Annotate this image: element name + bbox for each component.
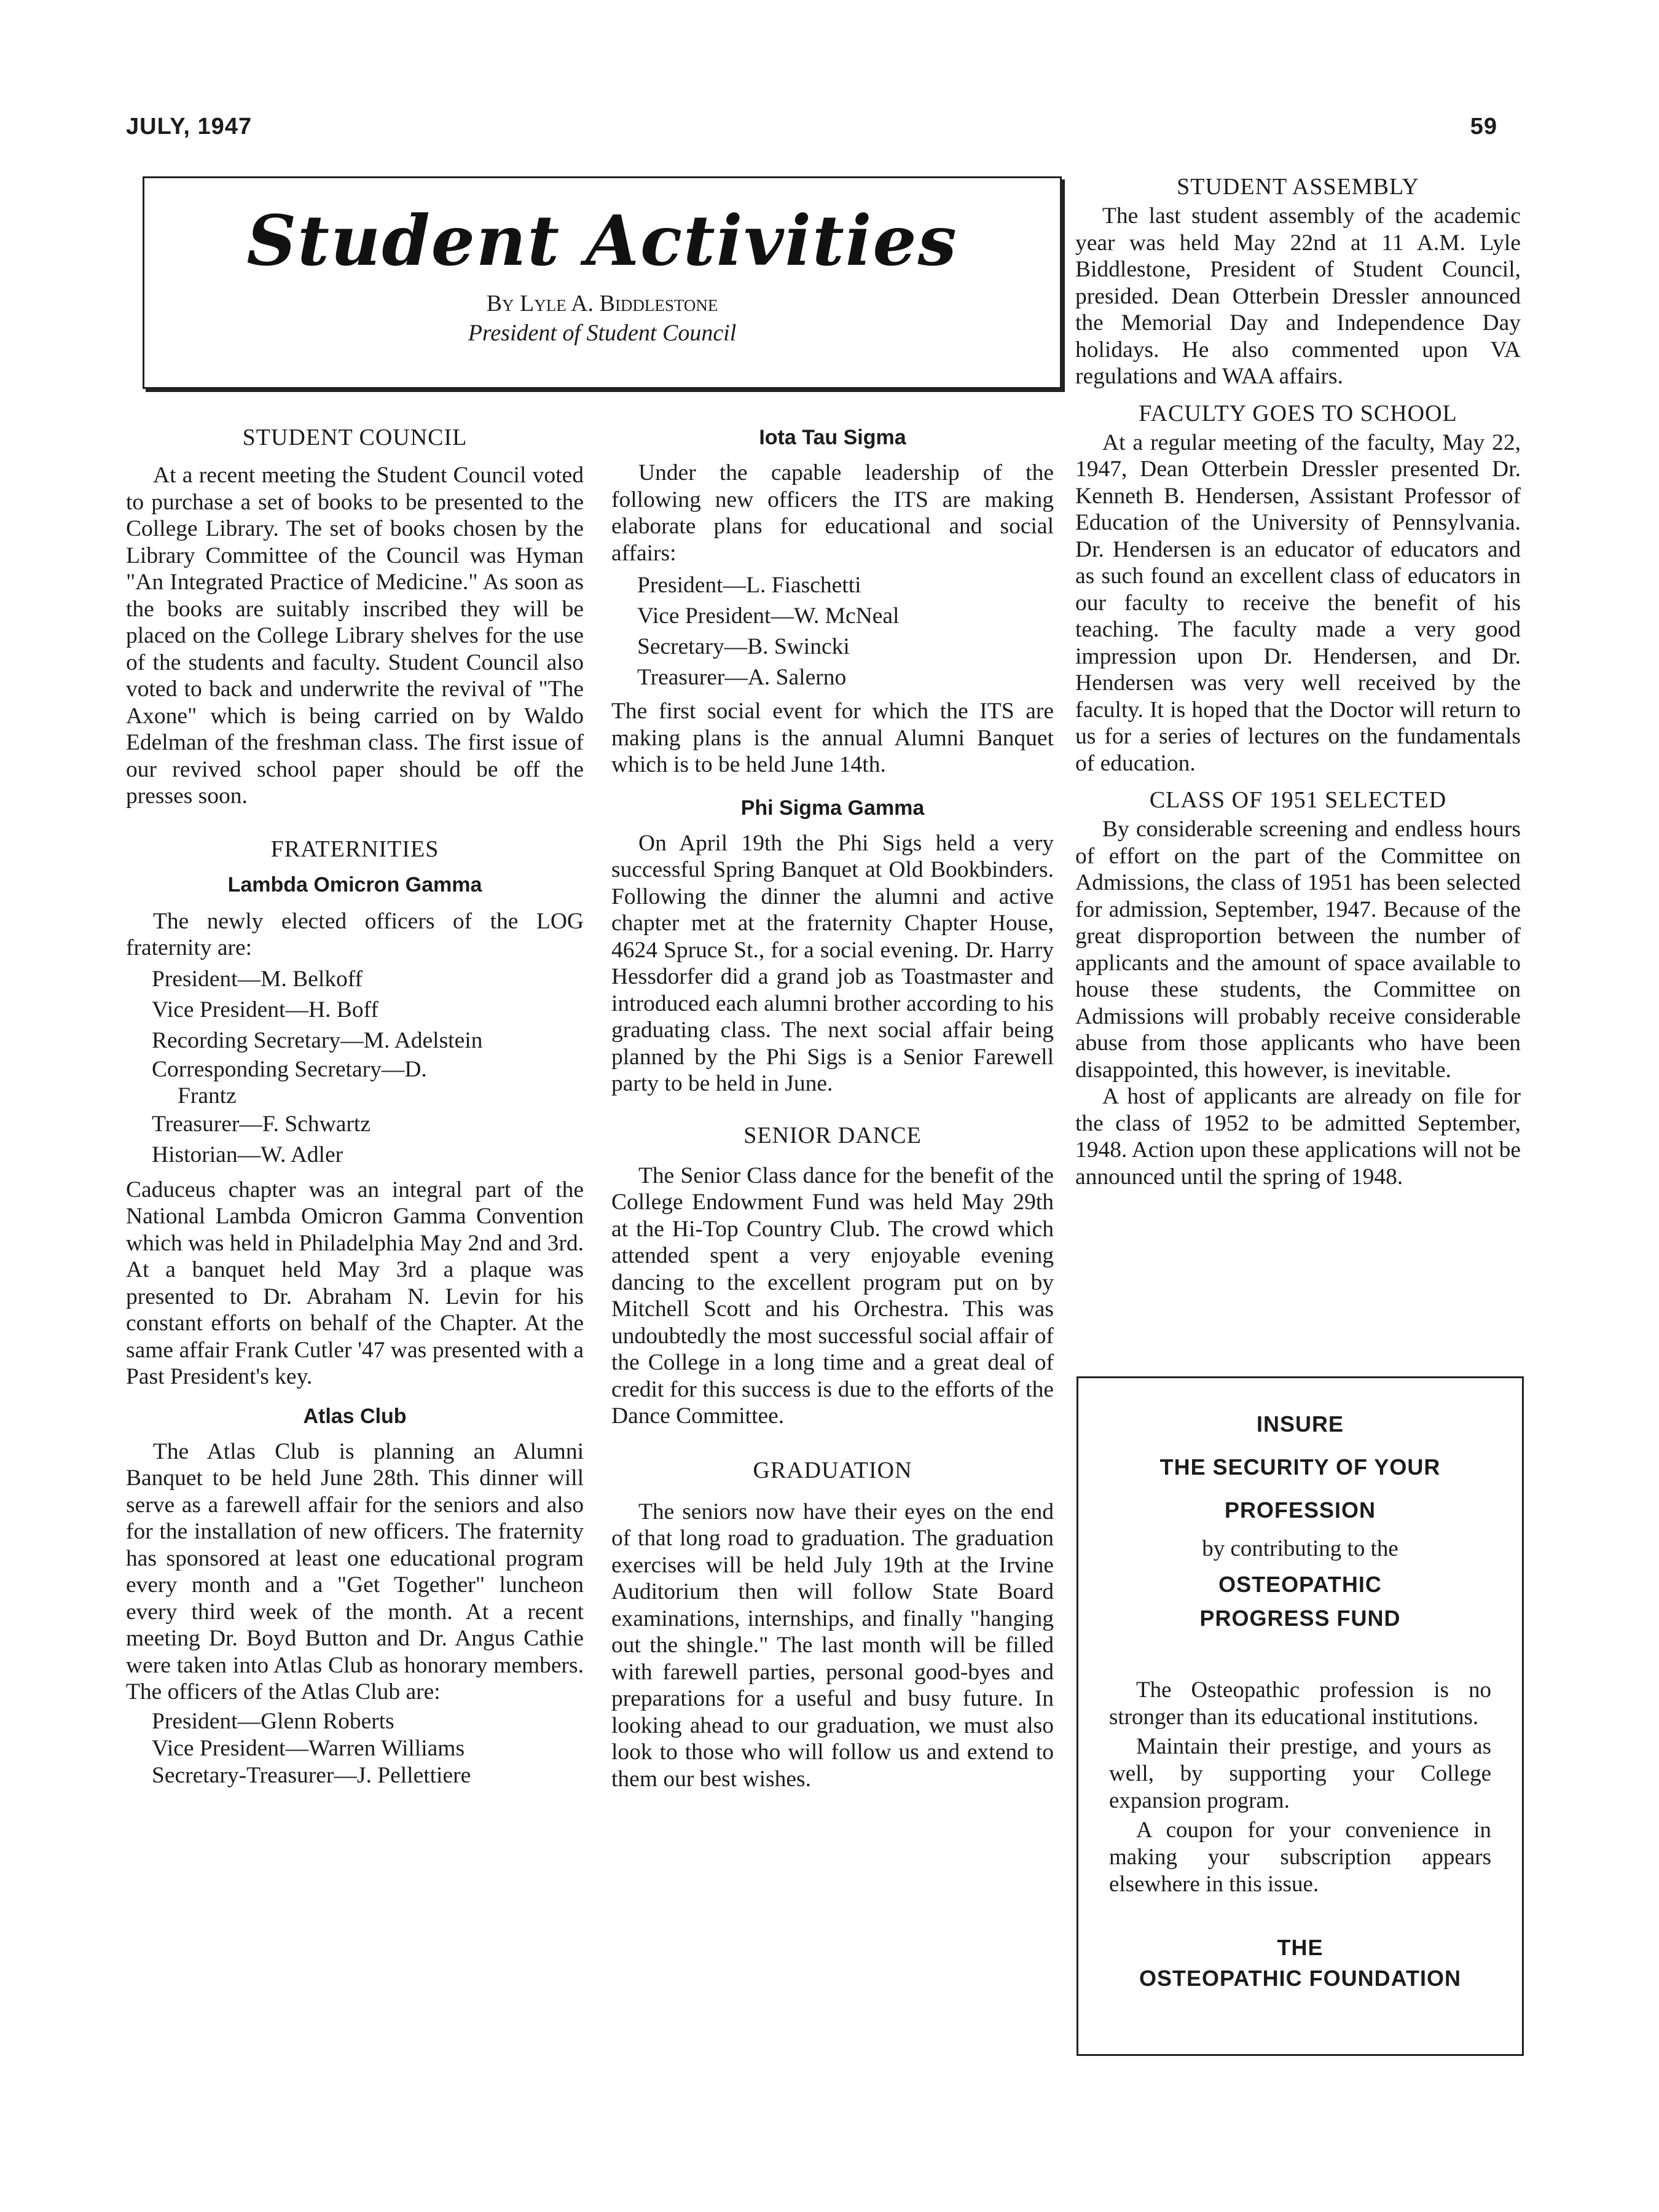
list-item: Recording Secretary—M. Adelstein — [152, 1027, 483, 1053]
ad-paragraph-1: The Osteopathic profession is no stronger than its educational institutions. — [1109, 1677, 1491, 1730]
ad-line-contributing: by contributing to the — [1202, 1536, 1398, 1561]
list-item: Corresponding Secretary—D. — [152, 1056, 427, 1082]
list-item: Secretary-Treasurer—J. Pellettiere — [152, 1762, 471, 1788]
list-item: Vice President—Warren Williams — [152, 1735, 465, 1761]
class-1951-heading: CLASS OF 1951 SELECTED — [1149, 787, 1447, 813]
its-text: The first social event for which the ITS are making plans is the annual Alumni Banquet which is to be held June 14th. — [611, 699, 1054, 777]
ad-paragraph-3: A coupon for your convenience in making your subscription appears elsewhere in this issue. — [1109, 1818, 1491, 1897]
fraternities-heading: FRATERNITIES — [270, 836, 439, 862]
list-item: President—L. Fiaschetti — [637, 573, 861, 598]
list-item: Frantz — [178, 1083, 237, 1108]
senior-dance-text: The Senior Class dance for the benefit of the College Endowment Fund was held May 29th at the Hi-Top Country Club. The crowd which attended spent a very enjoyable evening dancing to the excellent program put on by Mitchell Scott and his Orchestra. This was undoubtedly the most successful social affair of the College in a long time and a great deal of credit for this success is due to the efforts of the Dance Committee. — [611, 1163, 1054, 1429]
ad-footer-foundation: OSTEOPATHIC FOUNDATION — [1139, 1966, 1461, 1991]
ad-line-progress-fund: PROGRESS FUND — [1199, 1606, 1401, 1631]
list-item: Historian—W. Adler — [152, 1142, 343, 1167]
faculty-heading: FACULTY GOES TO SCHOOL — [1139, 400, 1457, 426]
log-text: Caduceus chapter was an integral part of the National Lambda Omicron Gamma Convention which was held in Philadelphia May 2nd and 3rd. At a banquet held May 3rd a plaque was presented to Dr. Abraham N. Levin for his constant efforts on behalf of the Chapter. At the same affair Frank Cutler '47 was presented with a Past President's key. — [126, 1177, 584, 1389]
ad-line-security: THE SECURITY OF YOUR — [1159, 1454, 1441, 1480]
column-2 — [611, 424, 1054, 1792]
its-officers-list — [611, 570, 1054, 693]
its-intro: Under the capable leadership of the following new officers the ITS are making elaborate plans for educational and social affairs: — [611, 460, 1054, 566]
student-assembly-heading: STUDENT ASSEMBLY — [1177, 174, 1419, 200]
log-intro: The newly elected officers of the LOG fraternity are: — [126, 908, 584, 960]
psg-heading: Phi Sigma Gamma — [740, 796, 925, 820]
list-item: President—Glenn Roberts — [152, 1708, 394, 1734]
issue-date: JULY, 1947 — [126, 114, 253, 139]
ad-line-profession: PROFESSION — [1224, 1497, 1376, 1523]
byline-subtitle: President of Student Council — [468, 320, 737, 346]
ad-line-insure: INSURE — [1256, 1411, 1344, 1437]
list-item: Secretary—B. Swincki — [637, 634, 850, 659]
psg-text: On April 19th the Phi Sigs held a very successful Spring Banquet at Old Bookbinders. Following the dinner the alumni and active chapter met at the fraternity Chapter House, 4624 Spruce St., for a social evening. Dr. Harry Hessdorfer did a grand job as Toastmaster and introduced each alumni brother according to his graduating class. The next social affair being planned by the Phi Sigs is a Senior Farewell party to be held in June. — [611, 830, 1054, 1096]
title-box — [143, 176, 1062, 389]
log-heading: Lambda Omicron Gamma — [227, 873, 482, 896]
list-item: Vice President—H. Boff — [152, 997, 378, 1022]
column-1 — [126, 424, 584, 1789]
page-number: 59 — [1470, 114, 1497, 139]
graduation-heading: GRADUATION — [753, 1457, 912, 1483]
log-officers-list — [126, 964, 584, 1171]
atlas-officers-list — [126, 1708, 584, 1789]
list-item: President—M. Belkoff — [152, 966, 363, 992]
atlas-text: The Atlas Club is planning an Alumni Banquet to be held June 28th. This dinner will serve as a farewell affair for the seniors and also for the installation of new officers. The fraternity has sponsored at least one educational program every month and a "Get Together" luncheon every third week of the month. At a recent meeting Dr. Boyd Button and Dr. Angus Cathie were taken into Atlas Club as honorary members. The officers of the Atlas Club are: — [126, 1438, 584, 1704]
ad-paragraph-2: Maintain their prestige, and yours as well, by supporting your College expansion program. — [1109, 1734, 1491, 1813]
atlas-heading: Atlas Club — [303, 1404, 407, 1428]
list-item: Vice President—W. McNeal — [637, 603, 900, 629]
student-council-text: At a recent meeting the Student Council voted to purchase a set of books to be presented to the College Library. The set of books chosen by the Library Committee of the Council was Hyman "An Integrated Practice of Medicine." As soon as the books are suitably inscribed they will be placed on the College Library shelves for the use of the students and faculty. Student Council also voted to back and underwrite the revival of "The Axone" which is being carried on by Waldo Edelman of the freshman class. The first issue of our revived school paper should be off the presses soon. — [126, 463, 584, 809]
ad-footer-the: THE — [1277, 1935, 1324, 1960]
ad-line-osteopathic: OSTEOPATHIC — [1218, 1572, 1382, 1597]
class-1951-text-2: A host of applicants are already on file for the class of 1952 to be admitted September, 1948. Action upon these applications will not be announced until the spring of 1948. — [1075, 1084, 1521, 1190]
student-assembly-text: The last student assembly of the academic year was held May 22nd at 11 A.M. Lyle Biddlestone, President of Student Council, presided. Dean Otterbein Dressler announced the Memorial Day and Independence Day holidays. He also commented upon VA regulations and WAA affairs. — [1075, 203, 1521, 389]
column-3 — [1075, 173, 1521, 1190]
graduation-text: The seniors now have their eyes on the end of that long road to graduation. The graduation exercises will be held July 19th at the Irvine Auditorium then will follow State Board examinations, internships, and finally "hanging out the shingle." The last month will be filled with farewell parties, personal good-byes and preparations for a useful and busy future. In looking ahead to our graduation, we must also look to those who will follow us and extend to them our best wishes. — [611, 1499, 1054, 1792]
byline: By Lyle A. Biddlestone — [486, 291, 718, 316]
student-council-heading: STUDENT COUNCIL — [242, 425, 468, 450]
fund-advertisement — [1077, 1376, 1524, 2056]
list-item: Treasurer—F. Schwartz — [152, 1111, 371, 1137]
senior-dance-heading: SENIOR DANCE — [743, 1122, 922, 1148]
faculty-text: At a regular meeting of the faculty, May 22, 1947, Dean Otterbein Dressler presented Dr. Kenneth B. Hendersen, Assistant Professor of Education of the University of Pennsylvania. Dr. Hendersen is an educator of educators and as such found an excellent class of educators in our faculty to receive the benefit of his teaching. The faculty made a very good impression upon Dr. Hendersen, and Dr. Hendersen was very well received by the faculty. It is hoped that the Doctor will return to us for a series of lectures on the fundamentals of education. — [1075, 429, 1521, 776]
list-item: Treasurer—A. Salerno — [637, 665, 847, 690]
class-1951-text: By considerable screening and endless hours of effort on the part of the Committee on Admissions, the class of 1951 has been selected for admission, September, 1947. Because of the great disproportion between the number of applicants and the amount of space available to house these students, the Committee on Admissions will probably receive considerable abuse from those applicants who have been disappointed, this however, is inevitable. — [1075, 817, 1521, 1083]
page-title: Student Activities — [246, 201, 958, 281]
its-heading: Iota Tau Sigma — [759, 426, 906, 449]
